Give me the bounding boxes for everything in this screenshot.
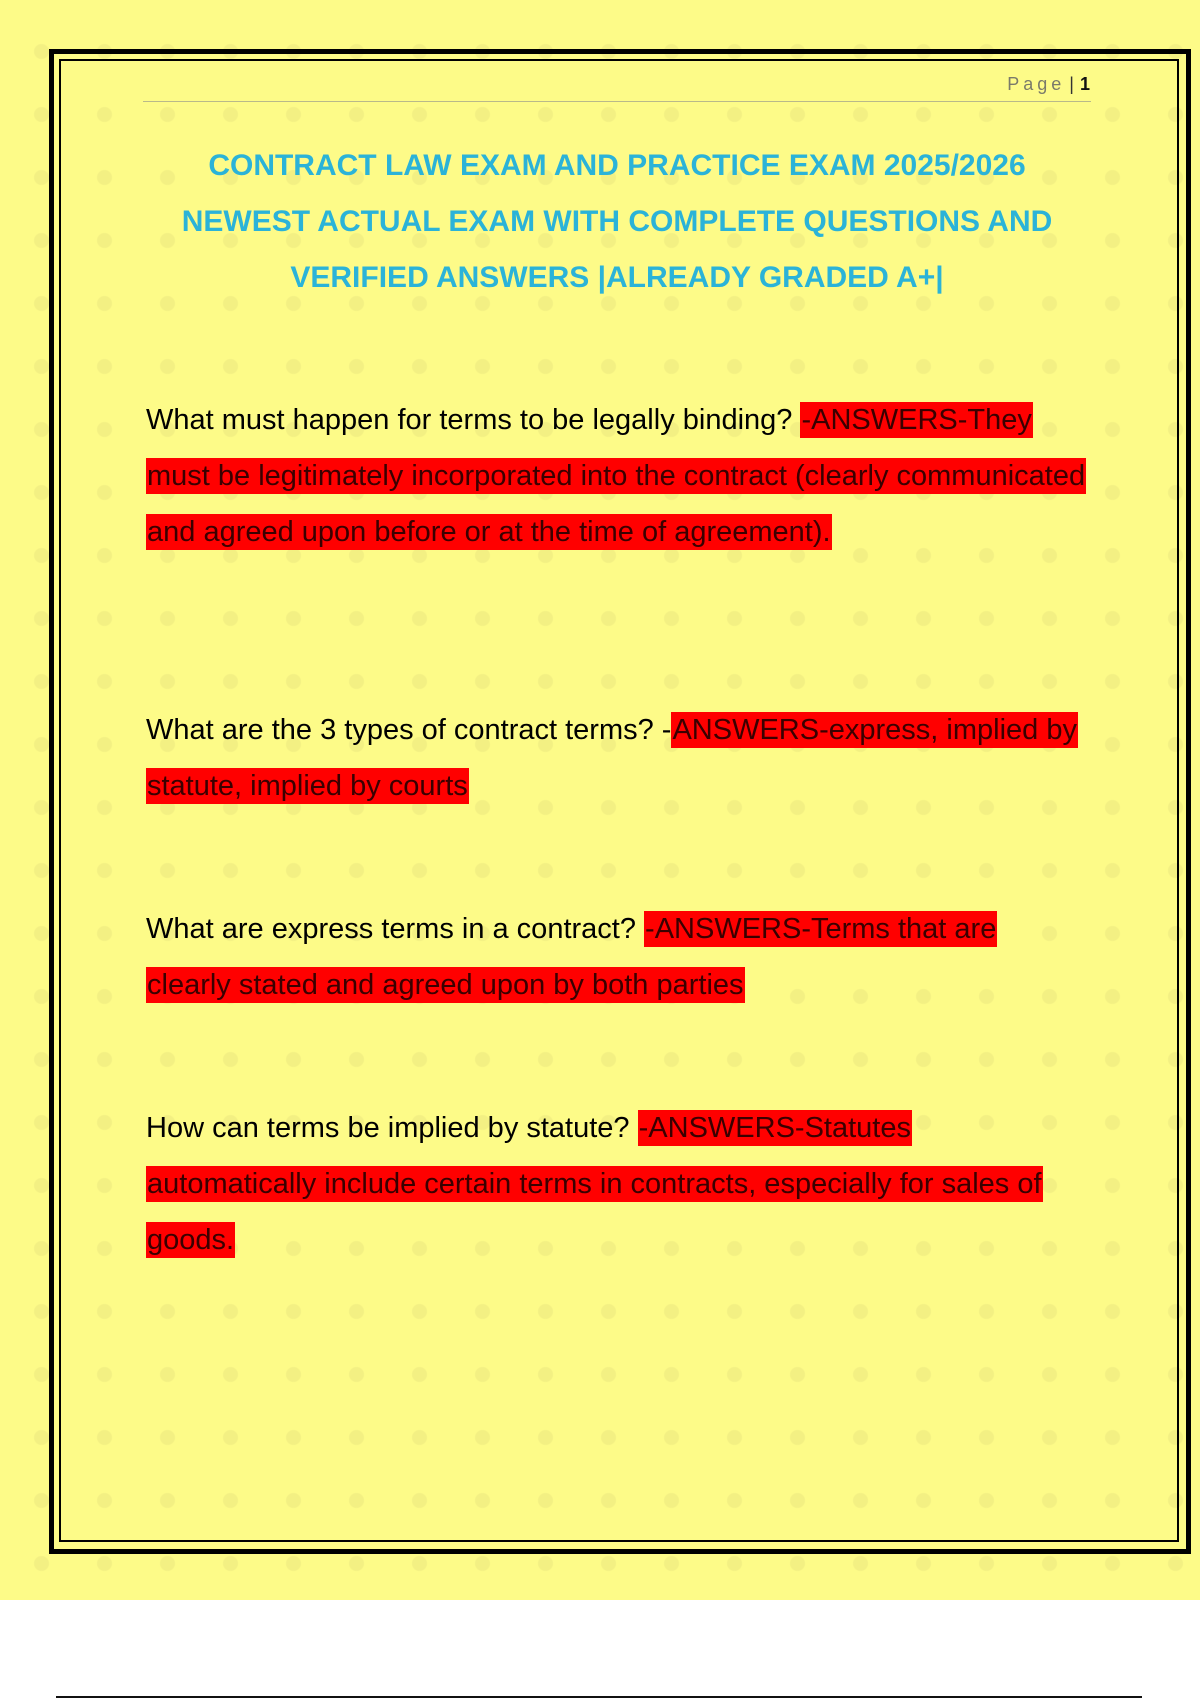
qa-item-3: [146, 901, 1086, 1013]
qa-item-2: [146, 702, 1086, 814]
question-text: How can terms be implied by statute?: [146, 1112, 638, 1144]
answer-text: -ANSWERS-Terms that are clearly stated and agreed upon by both parties: [147, 913, 997, 1001]
question-text: What are express terms in a contract?: [146, 913, 645, 945]
question-text: What must happen for terms to be legally binding?: [146, 404, 801, 436]
title-line-1: CONTRACT LAW EXAM AND PRACTICE EXAM 2025/2026: [208, 149, 1026, 182]
qa-item-4: [146, 1100, 1086, 1268]
page-separator: |: [1069, 74, 1074, 94]
answer-text: -ANSWERS-Statutes automatically include certain terms in contracts, especially for sales of goods.: [147, 1112, 1042, 1256]
question-text: What are the 3 types of contract terms? -: [146, 714, 672, 746]
page-number: 1: [1079, 74, 1090, 94]
page-label: Page: [1007, 74, 1066, 94]
title-line-2: NEWEST ACTUAL EXAM WITH COMPLETE QUESTIONS AND: [181, 205, 1053, 238]
document-title: [130, 138, 1104, 306]
next-page-rule: [56, 1696, 1142, 1698]
page-number-header: [1007, 74, 1090, 95]
title-line-3: VERIFIED ANSWERS |ALREADY GRADED A+|: [290, 261, 944, 294]
header-rule: [143, 101, 1091, 102]
answer-text: ANSWERS-express, implied by statute, implied by courts: [147, 714, 1077, 802]
qa-item-1: [146, 392, 1086, 560]
answer-text: -ANSWERS-They must be legitimately incorporated into the contract (clearly communicated and agreed upon before or at the time of agreement).: [147, 404, 1086, 548]
